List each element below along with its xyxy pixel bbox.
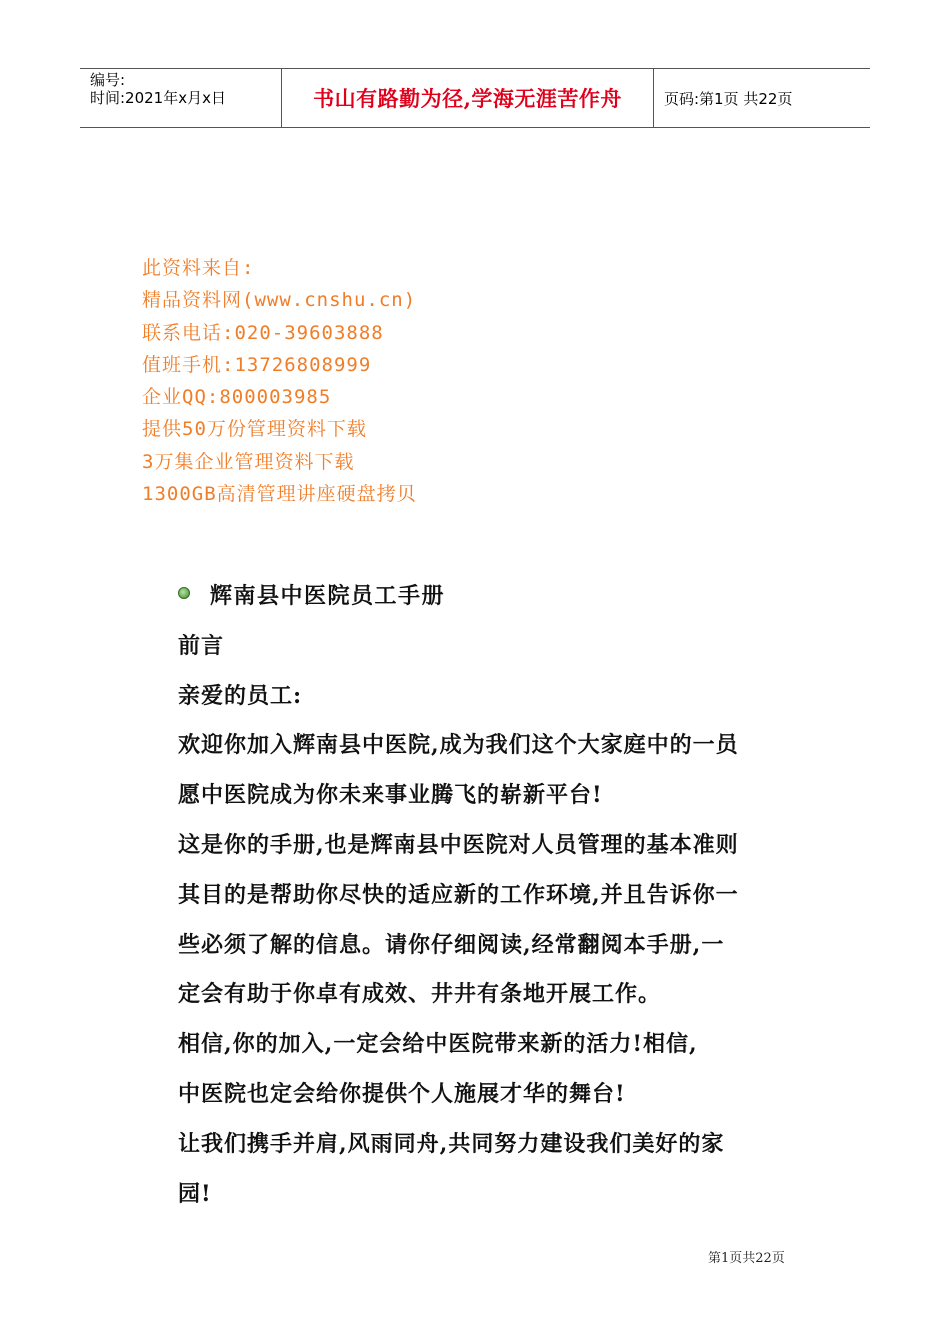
page-info: 页码:第1页 共22页 xyxy=(664,89,793,108)
page-footer: 第1页共22页 xyxy=(708,1251,785,1266)
document-line: 其目的是帮助你尽快的适应新的工作环境,并且告诉你一 xyxy=(178,881,739,908)
document-line: 前言 xyxy=(178,632,225,659)
number-label: 编号: xyxy=(90,71,126,89)
document-line: 中医院也定会给你提供个人施展才华的舞台! xyxy=(178,1080,626,1107)
header-meta xyxy=(80,69,282,127)
source-line: 企业QQ:800003985 xyxy=(142,386,332,409)
motto-text: 书山有路勤为径,学海无涯苦作舟 xyxy=(313,86,622,111)
document-line: 亲爱的员工: xyxy=(178,682,303,709)
document-line: 欢迎你加入辉南县中医院,成为我们这个大家庭中的一员 xyxy=(178,732,739,759)
source-info-block xyxy=(142,252,417,510)
document-line: 定会有助于你卓有成效、井井有条地开展工作。 xyxy=(178,981,662,1008)
document-body xyxy=(178,572,818,1219)
document-title: 辉南县中医院员工手册 xyxy=(210,583,446,609)
page-header xyxy=(80,68,870,128)
document-title-row xyxy=(178,572,818,622)
time-label: 时间:2021年x月x日 xyxy=(90,89,226,107)
source-line: 1300GB高清管理讲座硬盘拷贝 xyxy=(142,483,417,506)
source-line: 联系电话:020-39603888 xyxy=(142,321,384,344)
document-line: 愿中医院成为你未来事业腾飞的崭新平台! xyxy=(178,782,603,809)
source-line: 精品资料网(www.cnshu.cn) xyxy=(142,289,417,312)
source-line: 3万集企业管理资料下载 xyxy=(142,450,355,473)
source-line: 值班手机:13726808999 xyxy=(142,353,372,376)
header-page-info-cell xyxy=(654,69,870,127)
document-line: 这是你的手册,也是辉南县中医院对人员管理的基本准则 xyxy=(178,831,739,858)
document-line: 相信,你的加入,一定会给中医院带来新的活力!相信, xyxy=(178,1031,698,1058)
source-line: 此资料来自: xyxy=(142,257,255,279)
header-motto-cell xyxy=(282,69,654,127)
green-bullet-icon xyxy=(178,587,190,599)
document-line: 让我们携手并肩,风雨同舟,共同努力建设我们美好的家 xyxy=(178,1130,725,1157)
source-line: 提供50万份管理资料下载 xyxy=(142,418,367,441)
document-line: 园! xyxy=(178,1180,212,1207)
document-line: 些必须了解的信息。请你仔细阅读,经常翻阅本手册,一 xyxy=(178,931,725,958)
